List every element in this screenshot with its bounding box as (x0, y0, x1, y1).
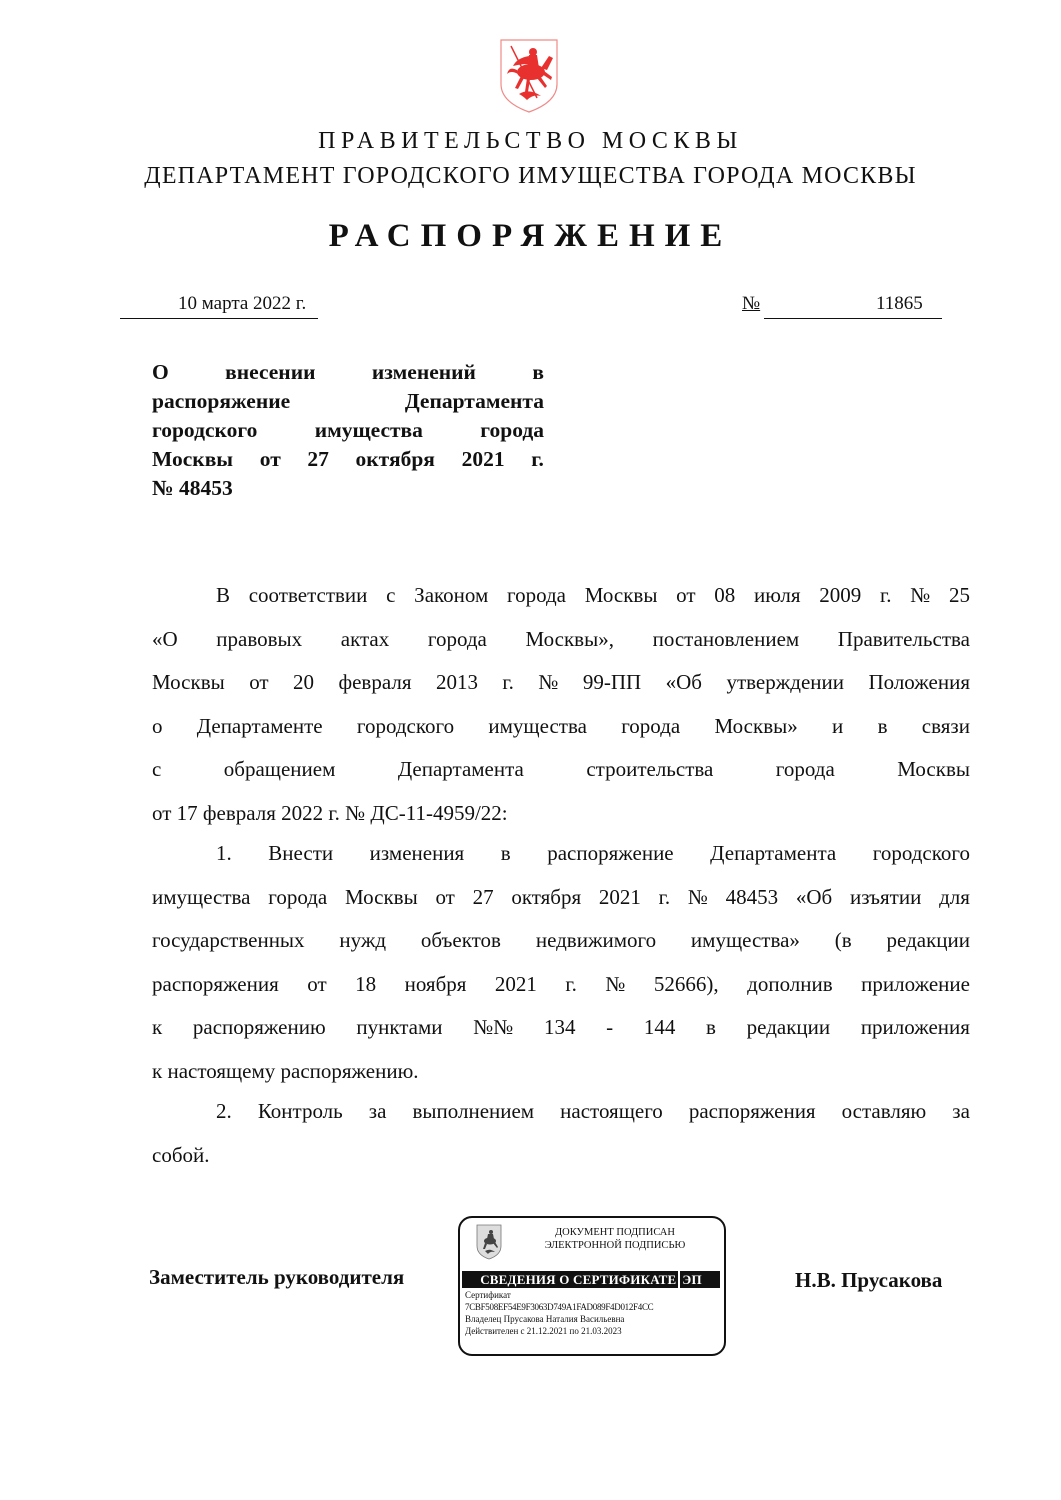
word: изменения (369, 841, 465, 865)
word: Департамента (710, 841, 837, 865)
word: «Об (665, 670, 702, 694)
word: 1. (216, 841, 232, 865)
word: от (676, 583, 696, 607)
bar-separator (678, 1271, 680, 1288)
word: распоряжения (688, 1099, 816, 1123)
word: недвижимого (535, 928, 657, 952)
document-number: 11865 (876, 293, 923, 314)
word: № (605, 971, 626, 996)
text-line (152, 705, 970, 749)
word: имущества (488, 713, 587, 738)
word: города (268, 884, 328, 909)
word: распоряжение (152, 389, 291, 413)
word: города (775, 757, 835, 781)
number-sign: № (742, 293, 761, 314)
word: города (480, 418, 544, 442)
word: за (368, 1099, 387, 1123)
word: приложение (861, 971, 970, 996)
word: 18 (355, 971, 377, 996)
subject-line (152, 387, 544, 416)
word: февраля (338, 670, 412, 694)
word: 52666), (653, 971, 719, 996)
word: строительства (586, 757, 714, 781)
text-line (152, 919, 970, 963)
signatory-position: Заместитель руководителя (149, 1265, 405, 1289)
preamble-paragraph (152, 574, 970, 835)
word: ноября (404, 971, 467, 996)
word: городского (356, 713, 455, 738)
word: № (687, 884, 708, 909)
word: 27 (472, 884, 494, 909)
word: в (706, 1015, 716, 1039)
word: 20 (293, 670, 315, 694)
word: №№ (473, 1015, 514, 1039)
word: г. (565, 971, 577, 996)
text-line (152, 748, 970, 792)
number-underline (764, 318, 942, 319)
word: Москвы (152, 670, 225, 694)
word: № (538, 670, 559, 694)
word: - (606, 1015, 614, 1039)
word: Москвы (344, 884, 418, 909)
word: г. (658, 884, 671, 909)
word: Москвы (152, 447, 234, 471)
stamp-heading-line: ДОКУМЕНТ ПОДПИСАН (555, 1227, 675, 1238)
word: обращением (223, 757, 336, 781)
word: изъятии (849, 884, 922, 909)
word: 27 (307, 447, 329, 471)
text-line: собой. (152, 1142, 210, 1167)
word: от (249, 670, 269, 694)
word: правовых (216, 626, 303, 651)
word: распоряжения (152, 971, 279, 996)
item-2-paragraph (152, 1090, 970, 1177)
word: Москвы (897, 757, 970, 781)
department-name: ДЕПАРТАМЕНТ ГОРОДСКОГО ИМУЩЕСТВА ГОРОДА МОСКВЫ (144, 163, 917, 189)
word: 48453 (725, 884, 779, 909)
document-subject (152, 358, 544, 503)
word: г. (502, 670, 514, 694)
word: «Об (795, 884, 833, 909)
word: и (832, 713, 844, 738)
word: В (216, 583, 231, 607)
word: нужд (339, 928, 387, 952)
signatory-name: Н.В. Прусакова (795, 1268, 943, 1292)
text-line (152, 1090, 970, 1134)
text-line (152, 661, 970, 705)
word: распоряжение (547, 841, 674, 865)
text-line (152, 963, 970, 1007)
word: Москвы (584, 583, 658, 607)
word: в (877, 713, 888, 738)
word: о (152, 713, 163, 738)
word: города (621, 713, 681, 738)
word: № (910, 583, 931, 607)
word: г. (880, 583, 892, 607)
item-1-paragraph (152, 832, 970, 1093)
word: утверждении (726, 670, 844, 694)
electronic-signature-stamp (458, 1216, 726, 1356)
word: 2021 (461, 447, 505, 471)
word: в (532, 360, 544, 384)
word: 99-ПП (582, 670, 642, 694)
word: 2013 (435, 670, 478, 694)
word: Внести (268, 841, 334, 865)
word: города (427, 626, 487, 651)
subject-line: № 48453 (152, 476, 233, 500)
text-line: к настоящему распоряжению. (152, 1058, 419, 1083)
subject-line (152, 358, 544, 387)
certificate-owner: Владелец Прусакова Наталия Васильевна (465, 1314, 625, 1324)
word: к (152, 1015, 163, 1039)
certificate-label: Сертификат (465, 1290, 511, 1300)
word: «О (152, 626, 178, 651)
word: имущества» (690, 928, 800, 952)
word: постановлением (652, 626, 800, 651)
word: Контроль (257, 1099, 343, 1123)
word: города (507, 583, 566, 607)
text-line (152, 876, 970, 920)
word: редакции (886, 928, 970, 952)
moscow-coat-of-arms-icon (497, 36, 561, 114)
document-date: 10 марта 2022 г. (178, 293, 307, 314)
word: Департамента (397, 757, 524, 781)
word: г. (531, 447, 544, 471)
word: пунктами (356, 1015, 443, 1039)
word: 2. (216, 1099, 232, 1123)
stamp-heading-line: ЭЛЕКТРОННОЙ ПОДПИСЬЮ (544, 1240, 686, 1251)
word: выполнением (412, 1099, 535, 1123)
word: Департаменте (196, 713, 323, 738)
word: Департамента (404, 389, 544, 413)
word: имущества (314, 418, 423, 442)
word: редакции (746, 1015, 831, 1039)
word: 25 (948, 583, 970, 607)
word: изменений (371, 360, 476, 384)
date-underline (120, 318, 318, 319)
word: актах (340, 626, 390, 651)
certificate-serial: 7CBF508EF54E9F3063D749A1FAD089F4D012F4CC (465, 1302, 654, 1312)
document-type-title: РАСПОРЯЖЕНИЕ (328, 218, 733, 254)
certificate-info-suffix: ЭП (682, 1272, 702, 1287)
word: за (952, 1099, 970, 1123)
word: государственных (152, 928, 305, 952)
word: имущества (152, 884, 251, 909)
word: Законом (414, 583, 489, 607)
text-line (152, 832, 970, 876)
text-line (152, 618, 970, 662)
certificate-info-bar (462, 1271, 720, 1288)
word: объектов (420, 928, 501, 952)
text-line (152, 574, 970, 618)
certificate-info-label: СВЕДЕНИЯ О СЕРТИФИКАТЕ (480, 1272, 677, 1287)
word: октября (511, 884, 582, 909)
word: 2021 (494, 971, 537, 996)
word: октября (355, 447, 435, 471)
word: О (152, 360, 169, 384)
word: приложения (860, 1015, 970, 1039)
word: (в (834, 928, 852, 952)
word: от (259, 447, 281, 471)
word: городского (872, 841, 970, 865)
word: для (939, 884, 970, 909)
subject-line (152, 416, 544, 445)
word: связи (921, 713, 970, 738)
word: от (307, 971, 327, 996)
government-name: ПРАВИТЕЛЬСТВО МОСКВЫ (318, 128, 743, 154)
word: 144 (643, 1015, 676, 1039)
subject-line (152, 445, 544, 474)
word: дополнив (747, 971, 833, 996)
word: соответствии (248, 583, 368, 607)
word: июля (754, 583, 801, 607)
word: 08 (714, 583, 736, 607)
word: в (500, 841, 511, 865)
word: с (386, 583, 396, 607)
word: Правительства (837, 626, 970, 651)
word: Москвы», (525, 626, 614, 651)
word: городского (152, 418, 258, 442)
word: оставляю (841, 1099, 927, 1123)
stamp-heading (520, 1226, 710, 1252)
word: внесении (225, 360, 316, 384)
word: от (435, 884, 455, 909)
word: 134 (543, 1015, 576, 1039)
stamp-coat-of-arms-icon (476, 1224, 502, 1260)
word: распоряжению (192, 1015, 326, 1039)
word: 2009 (819, 583, 862, 607)
word: 2021 (598, 884, 641, 909)
text-line (152, 1006, 970, 1050)
word: настоящего (560, 1099, 663, 1123)
word: Положения (868, 670, 970, 694)
word: Москвы» (714, 713, 798, 738)
text-line: от 17 февраля 2022 г. № ДС-11-4959/22: (152, 800, 508, 825)
word: с (152, 757, 162, 781)
certificate-validity: Действителен с 21.12.2021 по 21.03.2023 (465, 1326, 622, 1336)
